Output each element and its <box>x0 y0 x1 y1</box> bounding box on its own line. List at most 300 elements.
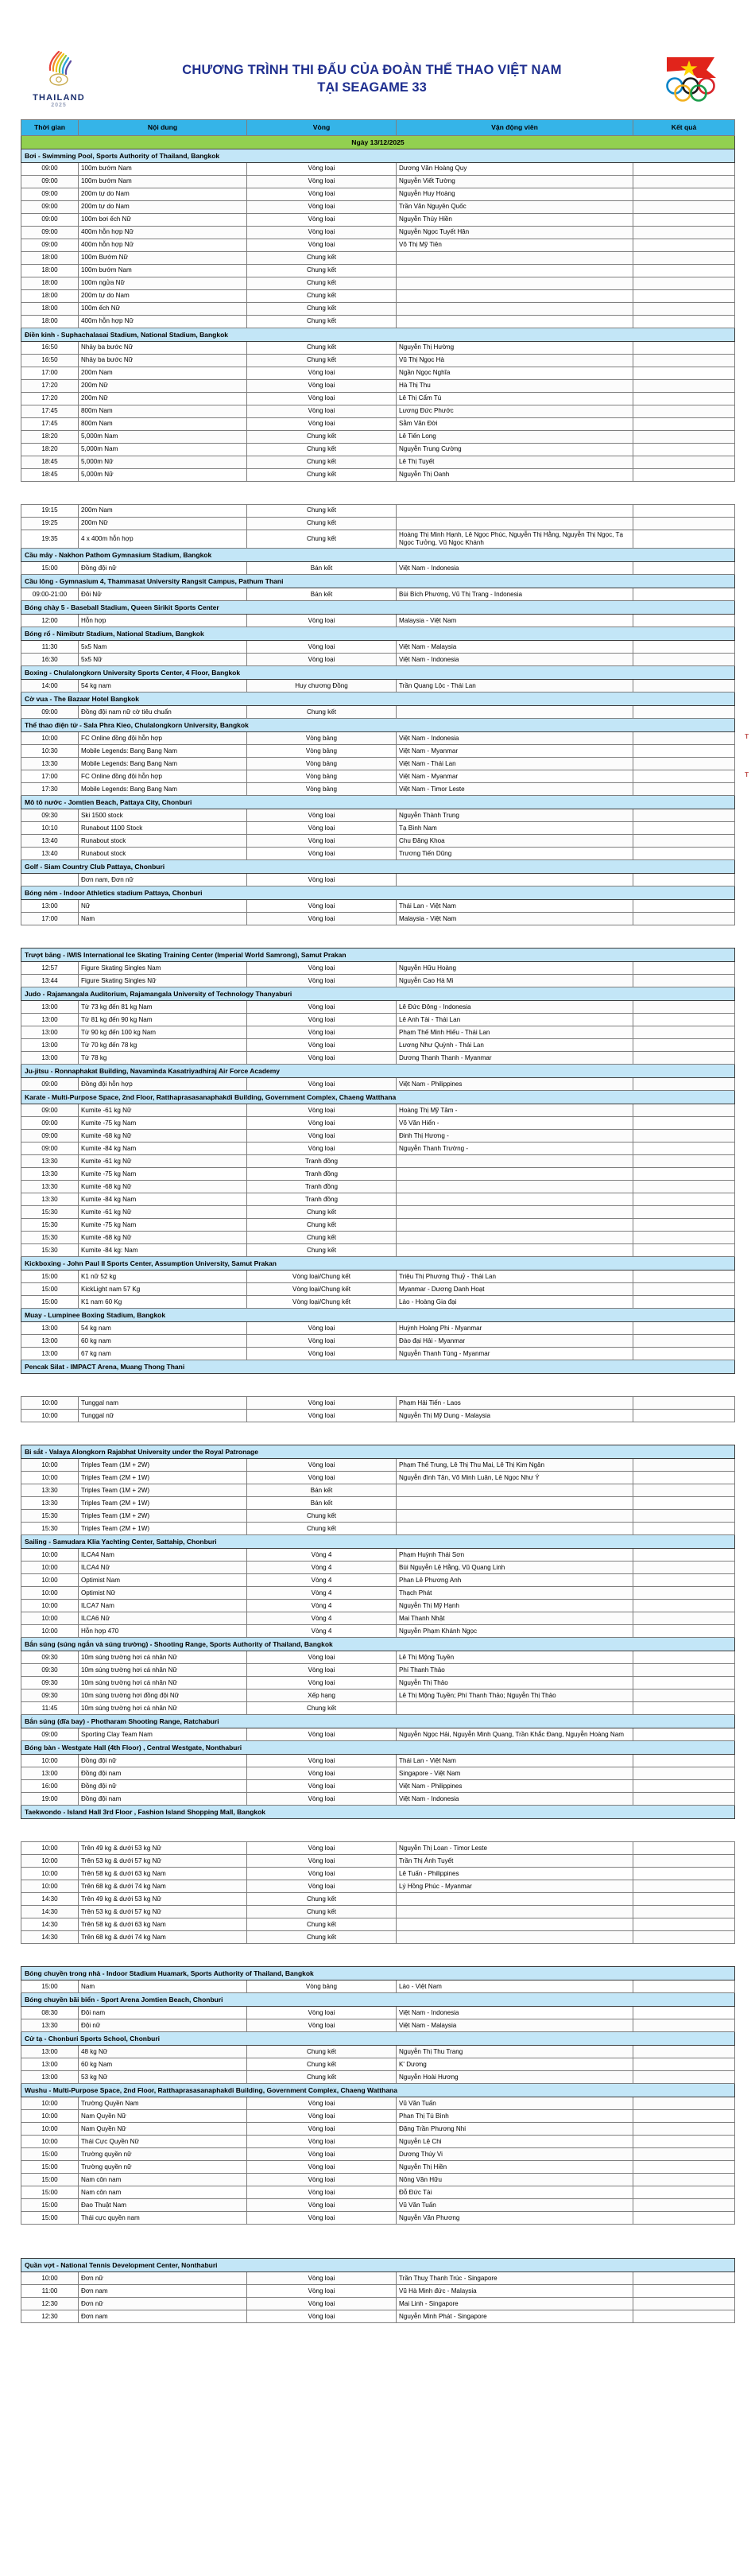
cell-time: 16:50 <box>21 342 79 355</box>
table-row <box>21 1767 735 1780</box>
cell-round: Vòng loại <box>247 367 397 380</box>
cell-time: 12:30 <box>21 2298 79 2310</box>
table-row <box>21 2071 735 2084</box>
cell-time: 15:00 <box>21 2186 79 2199</box>
cell-round: Vòng loại <box>247 1651 397 1664</box>
sport-venue-label: Karate - Multi-Purpose Space, 2nd Floor, Ratthaprasasanaphakdi Building, Government Complex, Chaeng Watthana <box>21 1091 735 1104</box>
cell-event: 5,000m Nữ <box>79 456 247 469</box>
cell-ath: Việt Nam - Myanmar <box>397 770 633 783</box>
cell-ath: Nguyễn Cao Hà Mi <box>397 975 633 987</box>
cell-round: Vòng loại <box>247 913 397 925</box>
cell-ath: Nguyễn Thúy Hiền <box>397 214 633 227</box>
table-row <box>21 1410 735 1422</box>
cell-time: 10:00 <box>21 1755 79 1767</box>
cell-time: 13:00 <box>21 1767 79 1780</box>
cell-ath: Lê Thị Tuyết <box>397 456 633 469</box>
cell-ath: Nguyễn Thanh Trường - <box>397 1143 633 1155</box>
cell-time: 13:00 <box>21 900 79 913</box>
cell-result <box>633 367 735 380</box>
cell-event: FC Online đồng đội hỗn hợp <box>79 770 247 783</box>
cell-event: Trên 58 kg & dưới 63 kg Nam <box>79 1868 247 1880</box>
cell-ath: Lê Anh Tài - Thái Lan <box>397 1014 633 1026</box>
cell-round: Vòng loại <box>247 2174 397 2186</box>
cell-ath: Trần Thuỵ Thanh Trúc - Singapore <box>397 2272 633 2285</box>
cell-time: 10:00 <box>21 2110 79 2123</box>
cell-time: 15:00 <box>21 2148 79 2161</box>
sport-venue-row <box>21 860 735 874</box>
cell-result <box>633 562 735 575</box>
cell-round: Vòng loại <box>247 176 397 188</box>
cell-time: 15:00 <box>21 1980 79 1993</box>
table-row <box>21 770 735 783</box>
cell-result <box>633 1702 735 1715</box>
cell-result <box>633 874 735 886</box>
cell-time: 09:30 <box>21 1664 79 1677</box>
cell-event: Trường Quyền Nam <box>79 2097 247 2110</box>
cell-round: Tranh đồng <box>247 1193 397 1206</box>
cell-result <box>633 745 735 758</box>
table-row <box>21 418 735 431</box>
cell-ath: Nguyễn Phạm Khánh Ngọc <box>397 1625 633 1638</box>
cell-time: 13:30 <box>21 1155 79 1168</box>
cell-event: Đồng đội hỗn hợp <box>79 1078 247 1091</box>
cell-ath: Malaysia - Việt Nam <box>397 615 633 627</box>
cell-result <box>633 1510 735 1523</box>
cell-time: 17:00 <box>21 367 79 380</box>
cell-ath: Lê Thị Mộng Tuyền; Phí Thanh Thảo; Nguyễn Thị Thảo <box>397 1690 633 1702</box>
cell-result <box>633 1562 735 1574</box>
cell-event: 100m bướm Nam <box>79 265 247 277</box>
cell-round: Vòng loại <box>247 2285 397 2298</box>
cell-result <box>633 1348 735 1360</box>
sport-venue-row <box>21 666 735 680</box>
cell-time: 13:30 <box>21 1497 79 1510</box>
cell-round: Huy chương Đồng <box>247 680 397 692</box>
table-row <box>21 1219 735 1232</box>
cell-ath: Trần Quang Lộc - Thái Lan <box>397 680 633 692</box>
cell-round: Vòng loại <box>247 615 397 627</box>
cell-round: Vòng loại <box>247 1728 397 1741</box>
table-row <box>21 1918 735 1931</box>
cell-result <box>633 758 735 770</box>
cell-ath: Nguyễn Ngọc Tuyết Hân <box>397 227 633 239</box>
cell-result <box>633 654 735 666</box>
cell-result <box>633 2272 735 2285</box>
cell-time: 08:30 <box>21 2007 79 2019</box>
cell-ath: Nguyễn Thị Thu Trang <box>397 2046 633 2058</box>
cell-result <box>633 227 735 239</box>
cell-ath: Lê Tuấn - Philippines <box>397 1868 633 1880</box>
cell-round: Chung kết <box>247 303 397 316</box>
table-row <box>21 1664 735 1677</box>
cell-time: 15:00 <box>21 2174 79 2186</box>
result-flag-marker: T <box>745 771 749 779</box>
document-header <box>0 0 755 119</box>
cell-round: Chung kết <box>247 469 397 482</box>
cell-time: 10:00 <box>21 1459 79 1472</box>
col-header-event: Nội dung <box>79 120 247 136</box>
cell-result <box>633 2161 735 2174</box>
cell-round: Vòng loại <box>247 188 397 201</box>
cell-event: KickLight nam 57 Kg <box>79 1283 247 1296</box>
sport-venue-label: Cầu lông - Gymnasium 4, Thammasat University Rangsit Campus, Pathum Thani <box>21 575 735 588</box>
cell-round: Vòng loại <box>247 1348 397 1360</box>
sport-venue-row <box>21 549 735 562</box>
sport-venue-row <box>21 1445 735 1459</box>
cell-round: Vòng loại/Chung kết <box>247 1271 397 1283</box>
sport-venue-row <box>21 1257 735 1271</box>
cell-round: Vòng bảng <box>247 732 397 745</box>
cell-ath: Nguyễn Ngọc Hải, Nguyễn Minh Quang, Trần Khắc Đang, Nguyễn Hoàng Nam <box>397 1728 633 1741</box>
table-row <box>21 277 735 290</box>
cell-event: Kumite -61 kg Nữ <box>79 1206 247 1219</box>
cell-result <box>633 393 735 405</box>
cell-time: 13:30 <box>21 2019 79 2032</box>
cell-event: 5,000m Nam <box>79 444 247 456</box>
table-row <box>21 1271 735 1283</box>
cell-time: 17:20 <box>21 393 79 405</box>
cell-ath: Việt Nam - Thái Lan <box>397 758 633 770</box>
cell-ath: Nguyễn Thành Trung <box>397 809 633 822</box>
cell-time: 09:00 <box>21 163 79 176</box>
cell-event: Tunggal nữ <box>79 1410 247 1422</box>
cell-time: 13:00 <box>21 1026 79 1039</box>
sport-venue-row <box>21 2259 735 2272</box>
cell-event: Figure Skating Singles Nam <box>79 962 247 975</box>
cell-round: Vòng loại <box>247 2136 397 2148</box>
cell-event: Kumite -84 kg Nam <box>79 1143 247 1155</box>
cell-round: Vòng 4 <box>247 1574 397 1587</box>
table-row <box>21 1001 735 1014</box>
cell-round: Vòng loại <box>247 1780 397 1793</box>
cell-ath <box>397 1484 633 1497</box>
sport-venue-row <box>21 1715 735 1728</box>
cell-time: 10:30 <box>21 745 79 758</box>
cell-event: 60 kg Nam <box>79 2058 247 2071</box>
cell-time: 10:00 <box>21 1868 79 1880</box>
cell-result <box>633 1612 735 1625</box>
table-row <box>21 1906 735 1918</box>
cell-event: Kumite -75 kg Nam <box>79 1168 247 1181</box>
cell-ath: Nông Văn Hữu <box>397 2174 633 2186</box>
cell-result <box>633 1625 735 1638</box>
cell-event: Kumite -68 kg Nữ <box>79 1181 247 1193</box>
cell-result <box>633 2199 735 2212</box>
table-row <box>21 758 735 770</box>
table-row <box>21 2097 735 2110</box>
cell-ath: Trương Tiến Dũng <box>397 848 633 860</box>
table-row <box>21 530 735 549</box>
cell-event: Trên 49 kg & dưới 53 kg Nữ <box>79 1842 247 1855</box>
cell-round: Vòng loại <box>247 641 397 654</box>
table-row <box>21 1155 735 1168</box>
cell-time: 10:10 <box>21 822 79 835</box>
cell-event: 5,000m Nam <box>79 431 247 444</box>
cell-time: 10:00 <box>21 732 79 745</box>
table-row <box>21 342 735 355</box>
table-row <box>21 1348 735 1360</box>
cell-ath: Dương Thanh Thanh - Myanmar <box>397 1052 633 1065</box>
thailand-2025-games-emblem <box>21 49 97 108</box>
thailand-logo-word: THAILAND <box>33 93 85 103</box>
table-row <box>21 1283 735 1296</box>
cell-time: 18:20 <box>21 431 79 444</box>
cell-event: Kumite -75 kg Nam <box>79 1117 247 1130</box>
cell-round: Vòng loại <box>247 1842 397 1855</box>
cell-time: 13:00 <box>21 2046 79 2058</box>
sport-venue-label: Bóng bàn - Westgate Hall (4th Floor) , Central Westgate, Nonthaburi <box>21 1741 735 1755</box>
cell-ath <box>397 1193 633 1206</box>
cell-round: Vòng loại <box>247 1117 397 1130</box>
cell-ath: Vũ Hà Minh đức - Malaysia <box>397 2285 633 2298</box>
cell-result <box>633 2019 735 2032</box>
cell-ath <box>397 1918 633 1931</box>
cell-time: 10:00 <box>21 2123 79 2136</box>
cell-ath: Phạm Hải Tiến - Laos <box>397 1397 633 1410</box>
thailand-logo-year: 2025 <box>51 103 67 108</box>
cell-event: ILCA6 Nữ <box>79 1612 247 1625</box>
cell-event: Nam côn nam <box>79 2186 247 2199</box>
table-row <box>21 913 735 925</box>
cell-round: Vòng loại <box>247 227 397 239</box>
spacer-row <box>21 1422 735 1445</box>
col-header-result: Kết quả <box>633 120 735 136</box>
cell-time: 18:00 <box>21 303 79 316</box>
cell-result <box>633 239 735 252</box>
cell-ath: Bùi Bích Phương, Vũ Thị Trang - Indonesia <box>397 588 633 601</box>
cell-event: Trên 68 kg & dưới 74 kg Nam <box>79 1880 247 1893</box>
table-row <box>21 1078 735 1091</box>
col-header-time: Thời gian <box>21 120 79 136</box>
sport-venue-row <box>21 601 735 615</box>
cell-round: Chung kết <box>247 342 397 355</box>
cell-event: 200m tự do Nam <box>79 290 247 303</box>
cell-ath: Việt Nam - Malaysia <box>397 2019 633 2032</box>
cell-ath: Đỗ Đức Tài <box>397 2186 633 2199</box>
cell-round: Vòng 4 <box>247 1625 397 1638</box>
cell-event: 5,000m Nữ <box>79 469 247 482</box>
cell-time: 10:00 <box>21 1410 79 1422</box>
cell-ath: Trần Văn Nguyên Quốc <box>397 201 633 214</box>
cell-time: 10:00 <box>21 2136 79 2148</box>
cell-round: Vòng loại <box>247 2019 397 2032</box>
cell-result <box>633 1918 735 1931</box>
table-head <box>21 120 735 136</box>
cell-time: 10:00 <box>21 1880 79 1893</box>
sport-venue-row <box>21 149 735 163</box>
cell-event: Figure Skating Singles Nữ <box>79 975 247 987</box>
cell-event: Triples Team (2M + 1W) <box>79 1523 247 1535</box>
cell-round: Chung kết <box>247 1244 397 1257</box>
cell-result <box>633 1104 735 1117</box>
cell-result <box>633 2007 735 2019</box>
sport-venue-row <box>21 1091 735 1104</box>
cell-round: Chung kết <box>247 431 397 444</box>
spacer-cell <box>21 2225 735 2259</box>
table-row <box>21 1855 735 1868</box>
cell-event: Đơn nữ <box>79 2298 247 2310</box>
table-row <box>21 2272 735 2285</box>
cell-ath <box>397 1232 633 1244</box>
table-row <box>21 2186 735 2199</box>
table-row <box>21 562 735 575</box>
cell-ath <box>397 1931 633 1944</box>
cell-event: Kumite -84 kg Nam <box>79 1193 247 1206</box>
cell-round: Vòng loại <box>247 1104 397 1117</box>
cell-round: Vòng loại <box>247 1472 397 1484</box>
cell-round: Chung kết <box>247 1510 397 1523</box>
cell-round: Bán kết <box>247 1484 397 1497</box>
sport-venue-row <box>21 575 735 588</box>
cell-event: 400m hỗn hợp Nữ <box>79 227 247 239</box>
cell-round: Vòng 4 <box>247 1549 397 1562</box>
cell-result <box>633 2097 735 2110</box>
cell-time: 11:45 <box>21 1702 79 1715</box>
cell-round: Chung kết <box>247 316 397 328</box>
cell-ath <box>397 277 633 290</box>
cell-event: Kumite -61 kg Nữ <box>79 1104 247 1117</box>
cell-event: Đơn nam <box>79 2310 247 2323</box>
cell-result <box>633 1322 735 1335</box>
cell-result <box>633 1271 735 1283</box>
table-row <box>21 290 735 303</box>
cell-event: Từ 70 kg đến 78 kg <box>79 1039 247 1052</box>
cell-round: Tranh đồng <box>247 1155 397 1168</box>
cell-time: 10:00 <box>21 1562 79 1574</box>
cell-ath <box>397 1702 633 1715</box>
cell-event: Đơn nam, Đơn nữ <box>79 874 247 886</box>
cell-round: Chung kết <box>247 1918 397 1931</box>
cell-time: 15:00 <box>21 1271 79 1283</box>
cell-round: Vòng loại <box>247 418 397 431</box>
cell-result <box>633 1855 735 1868</box>
cell-result <box>633 615 735 627</box>
cell-time: 10:00 <box>21 1612 79 1625</box>
sport-venue-row <box>21 692 735 706</box>
cell-ath <box>397 1181 633 1193</box>
sport-venue-label: Pencak Silat - IMPACT Arena, Muang Thong Thani <box>21 1360 735 1374</box>
cell-event: 5x5 Nam <box>79 641 247 654</box>
cell-event: Runabout stock <box>79 835 247 848</box>
cell-event: Thái Cực Quyền Nữ <box>79 2136 247 2148</box>
sport-venue-label: Bóng chuyền bãi biển - Sport Arena Jomtien Beach, Chonburi <box>21 1993 735 2007</box>
cell-ath: Vũ Thị Ngọc Hà <box>397 355 633 367</box>
cell-round: Chung kết <box>247 1219 397 1232</box>
cell-ath: Việt Nam - Indonesia <box>397 1793 633 1806</box>
cell-ath: Malaysia - Việt Nam <box>397 913 633 925</box>
cell-result <box>633 2310 735 2323</box>
cell-ath: Nguyễn Viết Tường <box>397 176 633 188</box>
cell-round: Vòng loại <box>247 2123 397 2136</box>
cell-time: 13:00 <box>21 2071 79 2084</box>
cell-ath: Myanmar - Dương Danh Hoạt <box>397 1283 633 1296</box>
cell-result <box>633 316 735 328</box>
cell-event: 100m ếch Nữ <box>79 303 247 316</box>
table-row <box>21 1523 735 1535</box>
cell-round: Vòng loại <box>247 2212 397 2225</box>
cell-round: Vòng loại <box>247 393 397 405</box>
cell-event: Đồng đội nữ <box>79 1755 247 1767</box>
cell-event: Ski 1500 stock <box>79 809 247 822</box>
table-row <box>21 1755 735 1767</box>
cell-round: Chung kết <box>247 1523 397 1535</box>
table-row <box>21 822 735 835</box>
cell-time: 10:00 <box>21 1472 79 1484</box>
cell-result <box>633 444 735 456</box>
cell-time: 13:30 <box>21 1181 79 1193</box>
cell-result <box>633 1549 735 1562</box>
cell-result <box>633 1893 735 1906</box>
cell-time: 09:00 <box>21 1104 79 1117</box>
cell-ath: Nguyễn Lệ Chi <box>397 2136 633 2148</box>
table-row <box>21 2161 735 2174</box>
cell-ath: Singapore - Việt Nam <box>397 1767 633 1780</box>
cell-ath: Tạ Bình Nam <box>397 822 633 835</box>
cell-ath: Nguyễn Thị Mỹ Dung - Malaysia <box>397 1410 633 1422</box>
cell-time: 17:30 <box>21 783 79 796</box>
cell-event: 4 x 400m hỗn hợp <box>79 530 247 549</box>
cell-event: 100m ngửa Nữ <box>79 277 247 290</box>
table-row <box>21 732 735 745</box>
cell-round: Vòng loại <box>247 1855 397 1868</box>
spacer-cell <box>21 925 735 949</box>
cell-ath <box>397 1168 633 1181</box>
cell-result <box>633 1459 735 1472</box>
cell-ath: Sằm Văn Đời <box>397 418 633 431</box>
cell-result <box>633 706 735 719</box>
table-row <box>21 900 735 913</box>
cell-ath: Phí Thanh Thảo <box>397 1664 633 1677</box>
cell-event: Đơn nam <box>79 2285 247 2298</box>
cell-result <box>633 252 735 265</box>
cell-round: Chung kết <box>247 518 397 530</box>
cell-result <box>633 380 735 393</box>
cell-round: Tranh đồng <box>247 1168 397 1181</box>
cell-result <box>633 1755 735 1767</box>
table-row <box>21 1459 735 1472</box>
table-row <box>21 1484 735 1497</box>
cell-time: 13:30 <box>21 1484 79 1497</box>
cell-event: Kumite -68 kg Nữ <box>79 1232 247 1244</box>
cell-ath: Phan Thị Tú Bình <box>397 2110 633 2123</box>
cell-round: Vòng loại <box>247 2310 397 2323</box>
cell-ath: Thái Lan - Việt Nam <box>397 1755 633 1767</box>
cell-result <box>633 1497 735 1510</box>
cell-result <box>633 1472 735 1484</box>
cell-time <box>21 874 79 886</box>
sport-venue-row <box>21 1806 735 1819</box>
cell-round: Vòng 4 <box>247 1600 397 1612</box>
table-row <box>21 518 735 530</box>
cell-ath: Đào đại Hải - Myanmar <box>397 1335 633 1348</box>
table-row <box>21 745 735 758</box>
table-row <box>21 680 735 692</box>
table-row <box>21 367 735 380</box>
cell-ath: Mai Linh - Singapore <box>397 2298 633 2310</box>
cell-ath: Đinh Thị Hương - <box>397 1130 633 1143</box>
table-row <box>21 2046 735 2058</box>
cell-ath: Nguyễn Văn Phương <box>397 2212 633 2225</box>
cell-ath <box>397 1906 633 1918</box>
cell-round: Vòng loại <box>247 822 397 835</box>
cell-event: Trên 58 kg & dưới 63 kg Nam <box>79 1918 247 1931</box>
cell-event: 200m Nam <box>79 505 247 518</box>
day-label: Ngày 13/12/2025 <box>21 136 735 149</box>
cell-round: Vòng loại <box>247 2007 397 2019</box>
cell-event: Optimist Nữ <box>79 1587 247 1600</box>
cell-round: Vòng loại <box>247 1014 397 1026</box>
cell-event: 400m hỗn hợp Nữ <box>79 316 247 328</box>
